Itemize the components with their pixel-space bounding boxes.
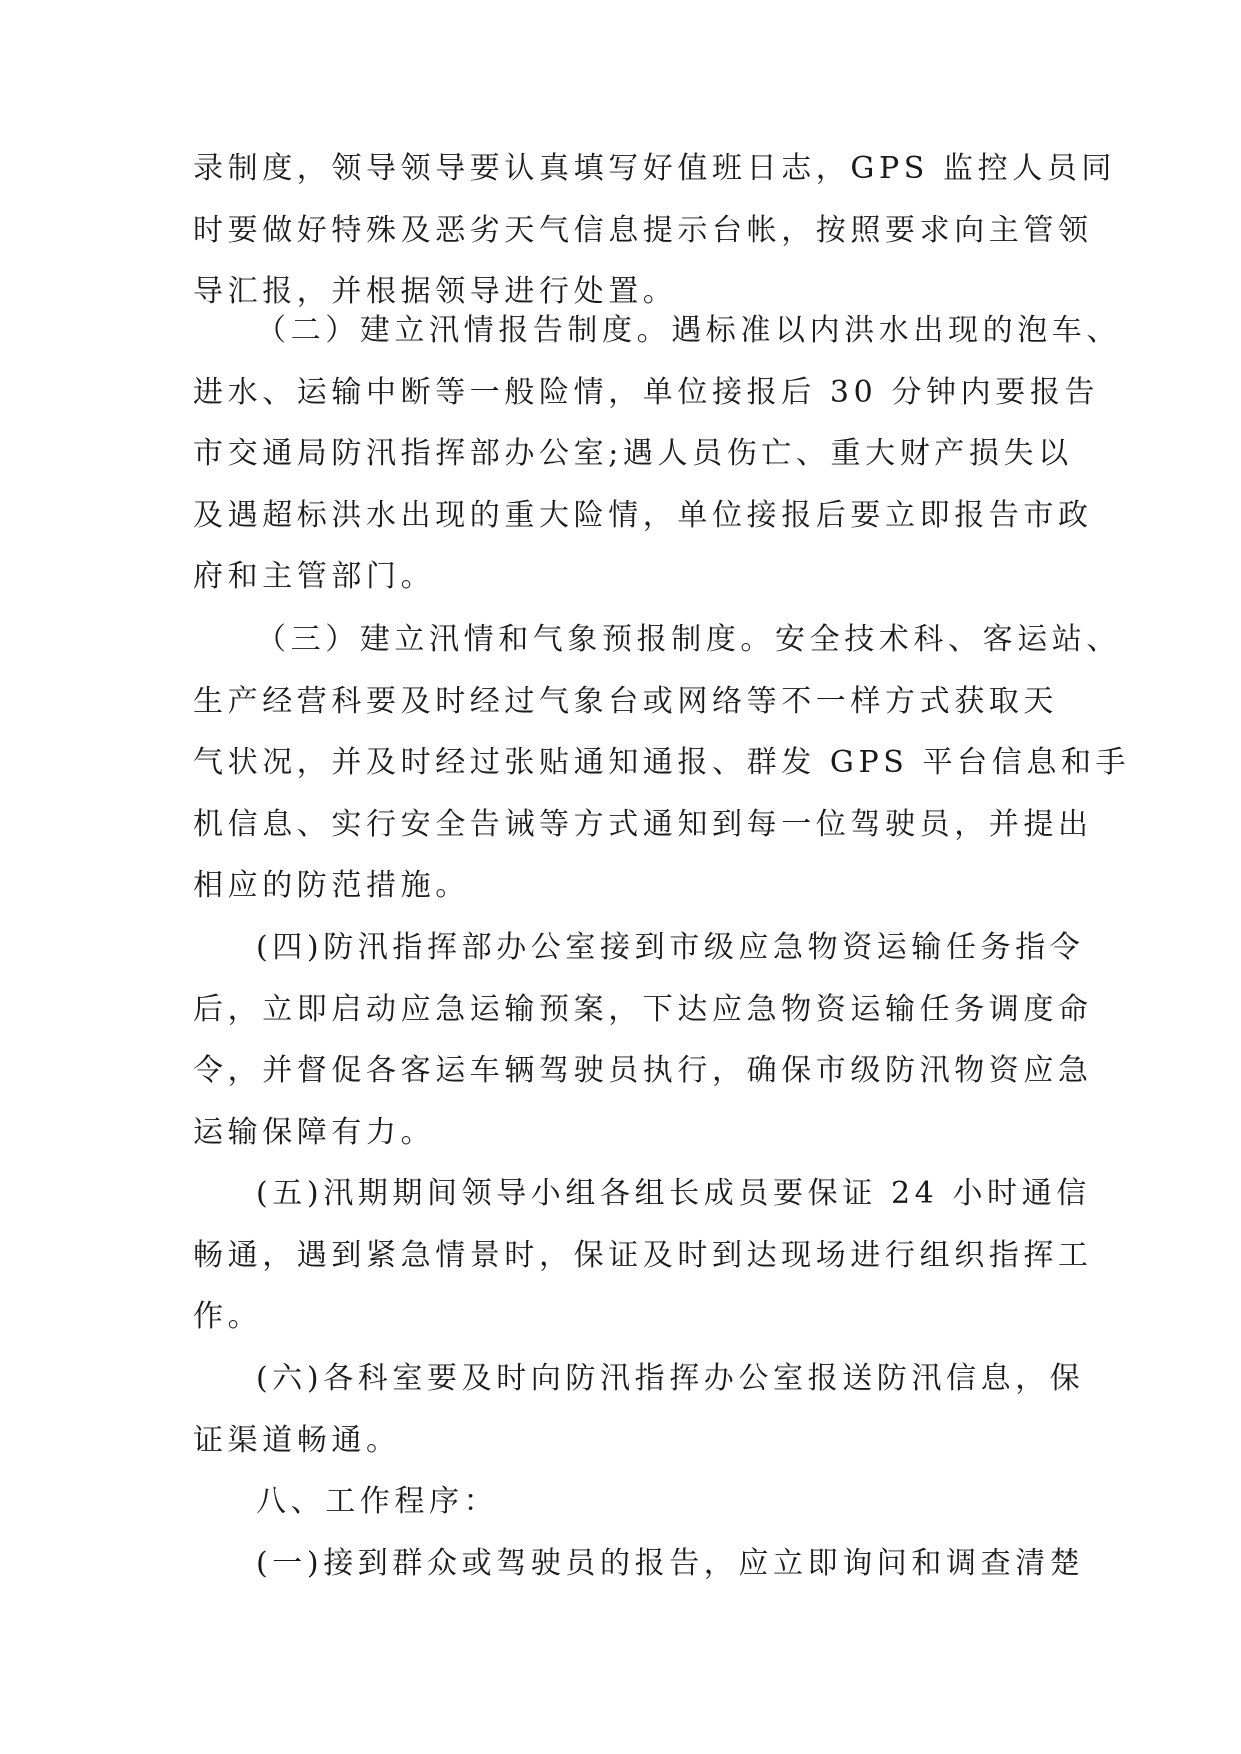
- text-line: 作。: [193, 1299, 263, 1334]
- text-line: (五)汛期期间领导小组各组长成员要保证 24 小时通信: [256, 1176, 1091, 1211]
- text-line: 证渠道畅通。: [193, 1422, 401, 1458]
- text-line: 八、工作程序：: [256, 1484, 499, 1519]
- text-line: 及遇超标洪水出现的重大险情，单位接报后要立即报告市政: [193, 497, 1093, 533]
- text-line: (六)各科室要及时向防汛指挥办公室报送防汛信息，保: [256, 1361, 1085, 1396]
- text-line: 气状况，并及时经过张贴通知通报、群发 GPS 平台信息和手: [193, 745, 1131, 780]
- text-line: 生产经营科要及时经过气象台或网络等不一样方式获取天: [193, 683, 1058, 719]
- text-line: （三）建立汛情和气象预报制度。安全技术科、客运站、: [256, 622, 1121, 657]
- paragraph-flood-report-system: [193, 300, 1121, 608]
- paragraph-info-reporting: [193, 1348, 1084, 1471]
- text-line: 畅通，遇到紧急情景时，保证及时到达现场进行组织指挥工: [193, 1237, 1093, 1273]
- text-line: 时要做好特殊及恶劣天气信息提示台帐，按照要求向主管领: [193, 212, 1093, 248]
- text-line: 进水、运输中断等一般险情，单位接报后 30 分钟内要报告: [193, 374, 1100, 410]
- text-line: 市交通局防汛指挥部办公室;遇人员伤亡、重大财产损失以: [193, 436, 1073, 471]
- text-line: （二）建立汛情报告制度。遇标准以内洪水出现的泡车、: [256, 313, 1121, 348]
- paragraph-weather-forecast-system: [193, 609, 1130, 917]
- text-line: 运输保障有力。: [193, 1114, 436, 1150]
- text-line: 后，立即启动应急运输预案，下达应急物资运输任务调度命: [193, 991, 1093, 1027]
- paragraph-receive-report: [193, 1533, 1084, 1595]
- text-line: (一)接到群众或驾驶员的报告，应立即询问和调查清楚: [256, 1546, 1085, 1581]
- text-line: 录制度，领导领导要认真填写好值班日志，GPS 监控人员同: [193, 151, 1117, 186]
- paragraph-duty-records: [193, 138, 1116, 323]
- text-line: 导汇报，并根据领导进行处置。: [193, 274, 678, 309]
- text-line: 相应的防范措施。: [193, 868, 470, 903]
- text-line: 府和主管部门。: [193, 559, 436, 594]
- text-line: 机信息、实行安全告诫等方式通知到每一位驾驶员，并提出: [193, 806, 1093, 842]
- text-line: 令，并督促各客运车辆驾驶员执行，确保市级防汛物资应急: [193, 1053, 1093, 1088]
- paragraph-communication-24h: [193, 1163, 1093, 1348]
- section-heading-work-procedure: [193, 1471, 498, 1533]
- text-line: (四)防汛指挥部办公室接到市级应急物资运输任务指令: [256, 930, 1085, 965]
- paragraph-emergency-transport: [193, 917, 1093, 1163]
